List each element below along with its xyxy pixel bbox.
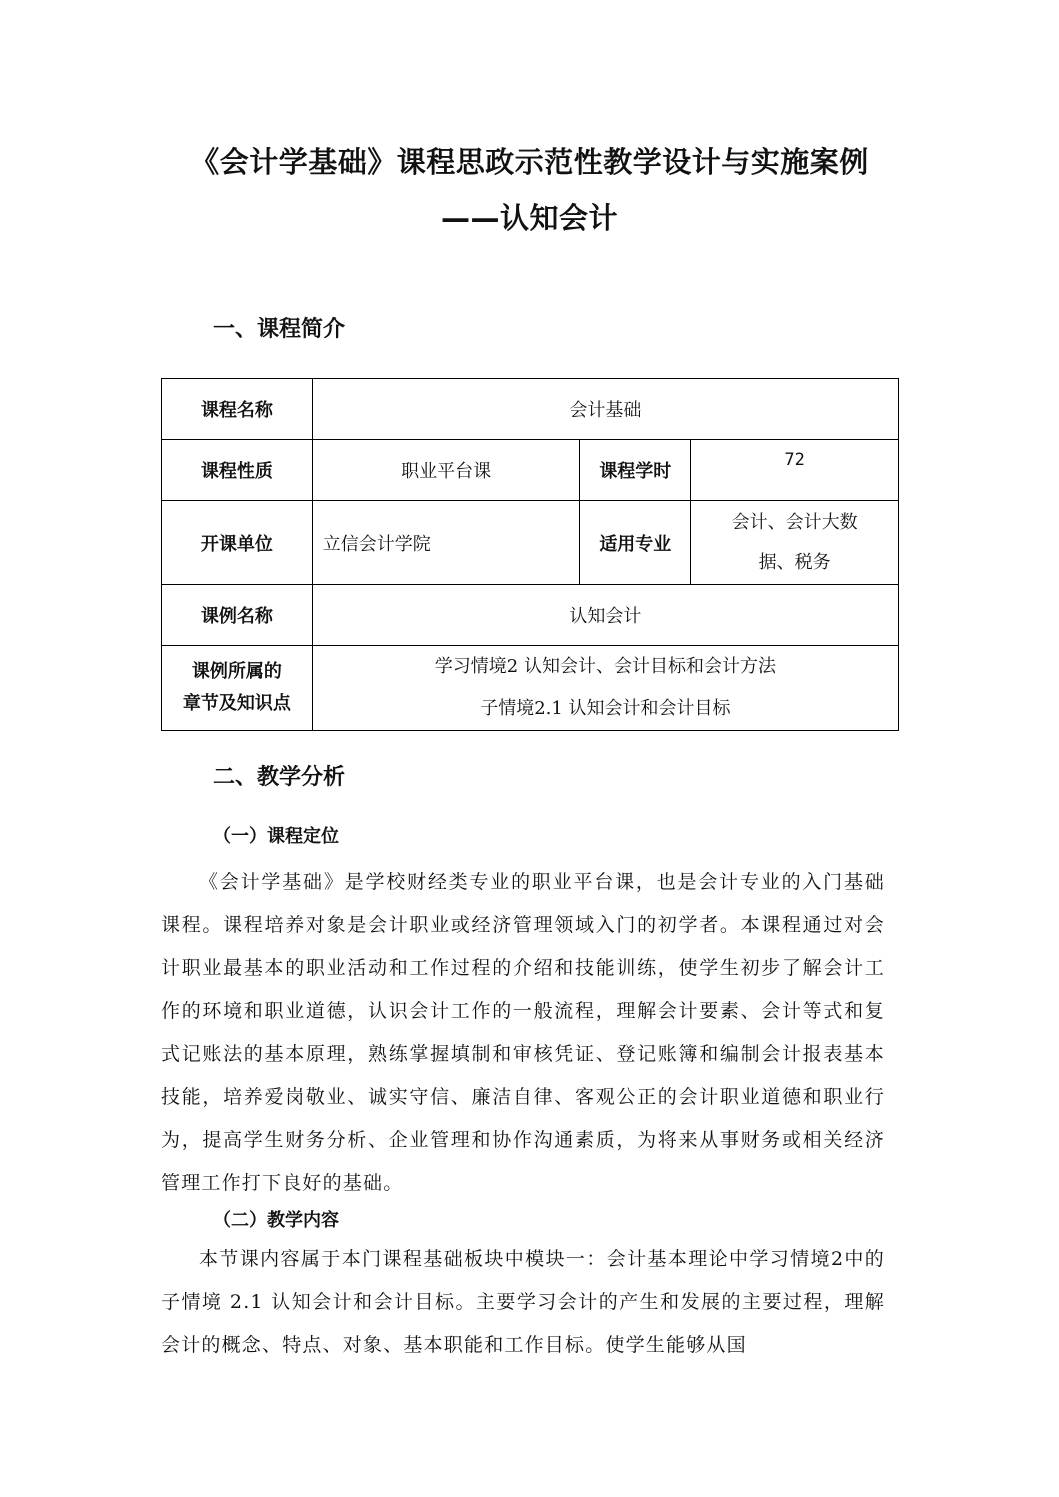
course-info-table	[161, 378, 899, 731]
section-heading-teaching-analysis: 二、教学分析	[213, 765, 346, 790]
paragraph-teaching-content: 本节课内容属于本门课程基础板块中模块一：会计基本理论中学习情境2中的子情境 2.1 认知会计和会计目标。主要学习会计的产生和发展的主要过程，理解会计的概念、特点、对象、基本职能和工作目标。使学生能够从国	[161, 1248, 885, 1356]
table-row	[162, 646, 899, 731]
table-row	[162, 585, 899, 646]
section-heading-course-intro: 一、课程简介	[213, 317, 346, 342]
chapter-label	[162, 646, 313, 731]
table-row	[162, 501, 899, 585]
table-row	[162, 379, 899, 440]
course-hours-value: 72	[691, 440, 899, 501]
case-name-label: 课例名称	[162, 585, 313, 646]
chapter-label-line2: 章节及知识点	[182, 693, 291, 714]
case-name-value: 认知会计	[312, 585, 898, 646]
major-value-line1: 会计、会计大数	[731, 511, 858, 533]
course-name-label: 课程名称	[162, 379, 313, 440]
chapter-value-line2: 子情境2.1 认知会计和会计目标	[480, 698, 731, 719]
course-hours-label: 课程学时	[580, 440, 691, 501]
subsection-heading-positioning: （一）课程定位	[213, 826, 339, 847]
course-nature-label: 课程性质	[162, 440, 313, 501]
subsection-heading-content: （二）教学内容	[213, 1210, 339, 1231]
document-subtitle: ——认知会计	[440, 201, 618, 235]
chapter-value-line1: 学习情境2 认知会计、会计目标和会计方法	[434, 656, 776, 677]
major-value	[691, 501, 899, 585]
document-title: 《会计学基础》课程思政示范性教学设计与实施案例	[190, 145, 869, 179]
course-nature-value: 职业平台课	[312, 440, 580, 501]
paragraph-course-positioning: 《会计学基础》是学校财经类专业的职业平台课，也是会计专业的入门基础课程。课程培养对象是会计职业或经济管理领域入门的初学者。本课程通过对会计职业最基本的职业活动和工作过程的介绍和技能训练，使学生初步了解会计工作的环境和职业道德，认识会计工作的一般流程，理解会计要素、会计等式和复式记账法的基本原理，熟练掌握填制和审核凭证、登记账簿和编制会计报表基本技能，培养爱岗敬业、诚实守信、廉洁自律、客观公正的会计职业道德和职业行为，提高学生财务分析、企业管理和协作沟通素质，为将来从事财务或相关经济管理工作打下良好的基础。	[161, 871, 885, 1194]
chapter-label-line1: 课例所属的	[191, 661, 282, 682]
major-value-line2: 据、税务	[758, 551, 831, 573]
course-name-value: 会计基础	[312, 379, 898, 440]
unit-value: 立信会计学院	[312, 501, 580, 585]
unit-label: 开课单位	[162, 501, 313, 585]
chapter-value	[312, 646, 898, 731]
major-label: 适用专业	[580, 501, 691, 585]
table-row	[162, 440, 899, 501]
